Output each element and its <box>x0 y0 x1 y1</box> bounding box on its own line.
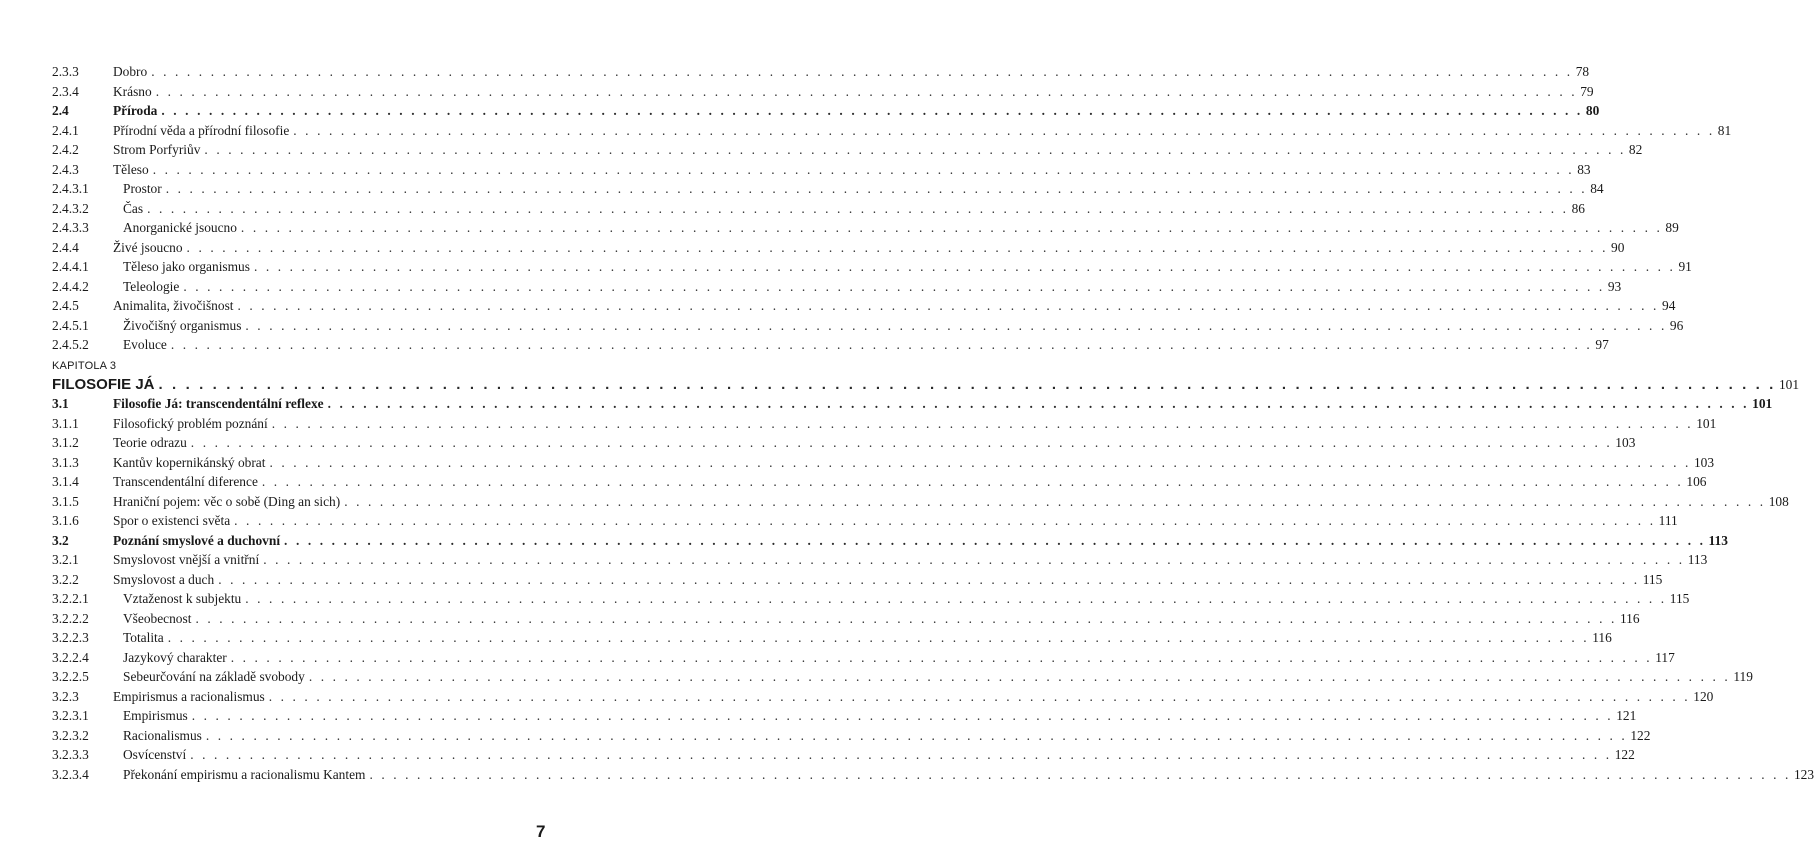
entry-page-number: 82 <box>1628 142 1643 157</box>
entry-number: 3.1.1 <box>52 415 79 431</box>
entry-number: 2.4.3.3 <box>52 220 89 235</box>
entry-number: 2.4.5 <box>52 298 79 313</box>
entry-page-number: 113 <box>1687 552 1708 567</box>
entry-title: Čas <box>123 200 144 216</box>
entry-number: 2.4.5.1 <box>52 317 89 333</box>
entry-page-number: 115 <box>1669 591 1690 606</box>
dot-leader: . . . . . . . . . . . . . . . . . . . . . . . . . . . . . . . . . . . . . . . . . . . . . . . . . . . . . . . . . . . . . . . . . . . . . . . . . . . . . . . . . . . . . . . . . . . . . . . . . . . . . . . . . . . . . . . . . . . . . . . . <box>284 532 1706 548</box>
entry-number: 3.2 <box>52 532 69 548</box>
toc-entry <box>52 687 1714 707</box>
toc-entry <box>52 628 1612 648</box>
toc-entry <box>52 296 1676 316</box>
entry-number: 2.3.4 <box>52 83 79 99</box>
dot-leader: . . . . . . . . . . . . . . . . . . . . . . . . . . . . . . . . . . . . . . . . . . . . . . . . . . . . . . . . . . . . . . . . . . . . . . . . . . . . . . . . . . . . . . . . . . . . . . . . . . . . . . . . . . . . . . . . . . . . . . . . <box>263 552 1685 567</box>
dot-leader: . . . . . . . . . . . . . . . . . . . . . . . . . . . . . . . . . . . . . . . . . . . . . . . . . . . . . . . . . . . . . . . . . . . . . . . . . . . . . . . . . . . . . . . . . . . . . . . . . . . . . . . . . . . . . . . . . . . . . . . . <box>271 415 1694 431</box>
dot-leader: . . . . . . . . . . . . . . . . . . . . . . . . . . . . . . . . . . . . . . . . . . . . . . . . . . . . . . . . . . . . . . . . . . . . . . . . . . . . . . . . . . . . . . . . . . . . . . . . . . . . . . . . . . . . . . . . . . . . . . . . <box>245 591 1667 606</box>
entry-title: Transcendentální diference <box>113 474 258 489</box>
entry-page-number: 80 <box>1585 103 1600 118</box>
entry-page-number: 89 <box>1665 220 1679 235</box>
entry-title: FILOSOFIE JÁ <box>52 376 155 393</box>
entry-number: 2.4.2 <box>52 142 79 157</box>
dot-leader: . . . . . . . . . . . . . . . . . . . . . . . . . . . . . . . . . . . . . . . . . . . . . . . . . . . . . . . . . . . . . . . . . . . . . . . . . . . . . . . . . . . . . . . . . . . . . . . . . . . . . . . . . . . . . . . . . . . . . . . . <box>195 610 1617 626</box>
dot-leader: . . . . . . . . . . . . . . . . . . . . . . . . . . . . . . . . . . . . . . . . . . . . . . . . . . . . . . . . . . . . . . . . . . . . . . . . . . . . . . . . . . . . . . . . . . . . . . . . . . . . . . . . . . . . . . . . . . . . . . . . <box>261 474 1684 489</box>
entry-number: 3.1.6 <box>52 513 79 528</box>
entry-page-number: 103 <box>1615 435 1636 450</box>
entry-page-number: 91 <box>1678 259 1692 274</box>
entry-number: 3.1.3 <box>52 454 79 470</box>
entry-page-number: 111 <box>1658 513 1678 528</box>
toc-entry <box>52 745 1635 765</box>
entry-page-number: 78 <box>1575 64 1590 79</box>
entry-page-number: 106 <box>1686 474 1707 489</box>
dot-leader: . . . . . . . . . . . . . . . . . . . . . . . . . . . . . . . . . . . . . . . . . . . . . . . . . . . . . . . . . . . . . . . . . . . . . . . . . . . . . . . . . . . . . . . . . . . . . . . . . . . . . . . . . . . . . . . . . . . . . . . . <box>165 181 1588 196</box>
dot-leader: . . . . . . . . . . . . . . . . . . . . . . . . . . . . . . . . . . . . . . . . . . . . . . . . . . . . . . . . . . . . . . . . . . . . . . . . . . . . . . . . . . . . . . . . . . . . . . . . . . . . . . . . . . . . . . . . . . . . . . . . <box>308 669 1731 684</box>
dot-leader: . . . . . . . . . . . . . . . . . . . . . . . . . . . . . . . . . . . . . . . . . . . . . . . . . . . . . . . . . . . . . . . . . . . . . . . . . . . . . . . . . . . . . . . . . . . . . . . . . . . . . . . . . . . . . . . . . . . . . . . . <box>152 161 1575 177</box>
toc-entry <box>52 531 1728 551</box>
dot-leader: . . . . . . . . . . . . . . . . . . . . . . . . . . . . . . . . . . . . . . . . . . . . . . . . . . . . . . . . . . . . . . . . . . . . . . . . . . . . . . . . . . . . . . . . . . . . . . . . . . . . . . . . . . . . . . . . . . . . . . . . <box>240 220 1663 235</box>
entry-number: 3.2.1 <box>52 552 79 567</box>
entry-number: 3.2.3.4 <box>52 766 89 782</box>
entry-title: Smyslovost a duch <box>113 571 215 587</box>
entry-page-number: 123 <box>1793 766 1814 782</box>
entry-page-number: 120 <box>1693 688 1714 704</box>
toc-entry <box>52 492 1789 512</box>
dot-leader: . . . . . . . . . . . . . . . . . . . . . . . . . . . . . . . . . . . . . . . . . . . . . . . . . . . . . . . . . . . . . . . . . . . . . . . . . . . . . . . . . . . . . . . . . . . . . . . . . . . . . . . . . . . . . . . . . . . . . . . . <box>269 454 1691 470</box>
entry-title: Kantův kopernikánský obrat <box>113 454 266 470</box>
entry-title: Hraniční pojem: věc o sobě (Ding an sich) <box>113 493 341 509</box>
entry-number: 2.4.3 <box>52 161 79 177</box>
entry-title: Překonání empirismu a racionalismu Kantem <box>123 766 366 782</box>
entry-page-number: 94 <box>1662 298 1676 313</box>
toc-entry <box>52 375 1800 395</box>
toc-entry <box>52 706 1637 726</box>
dot-leader: . . . . . . . . . . . . . . . . . . . . . . . . . . . . . . . . . . . . . . . . . . . . . . . . . . . . . . . . . . . . . . . . . . . . . . . . . . . . . . . . . . . . . . . . . . . . . . . . . . . . . . . . . . . . . . . . . . . . . . . . <box>204 142 1626 157</box>
dot-leader: . . . . . . . . . . . . . . . . . . . . . . . . . . . . . . . . . . . . . . . . . . . . . . . . . . . . . . . . . . . . . . . . . . . . . . . . . . . . . . . . . . . . . . . . . . . . . . . . . . . . . . . . . . . . . . . . . . . . . . . . <box>167 630 1590 645</box>
toc-entry <box>52 140 1643 160</box>
dot-leader: . . . . . . . . . . . . . . . . . . . . . . . . . . . . . . . . . . . . . . . . . . . . . . . . . . . . . . . . . . . . . . . . . . . . . . . . . . . . . . . . . . . . . . . . . . . . . . . . . . . . . . . . . . . . . . . . . . . . . . . . <box>245 317 1667 333</box>
entry-title: Strom Porfyriův <box>113 142 201 157</box>
dot-leader: . . . . . . . . . . . . . . . . . . . . . . . . . . . . . . . . . . . . . . . . . . . . . . . . . . . . . . . . . . . . . . . . . . . . . . . . . . . . . . . . . . . . . . . . . . . . . . . . . . . . . . . . . . . . . . . . . . . . . . . . <box>218 571 1640 587</box>
toc-entry <box>52 394 1773 414</box>
entry-title: Filosofie Já: transcendentální reflexe <box>113 396 324 411</box>
entry-page-number: 101 <box>1696 415 1717 431</box>
dot-leader: . . . . . . . . . . . . . . . . . . . . . . . . . . . . . . . . . . . . . . . . . . . . . . . . . . . . . . . . . . . . . . . . . . . . . . . . . . . . . . . . . . . . . . . . . . . . . . . . . . . . . . . . . . . . . . . . . . . . . . . . <box>183 278 1605 294</box>
dot-leader: . . . . . . . . . . . . . . . . . . . . . . . . . . . . . . . . . . . . . . . . . . . . . . . . . . . . . . . . . . . . . . . . . . . . . . . . . . . . . . . . . . . . . . . . . . . . . . . . . . . . . . . . . . . . . . . . . . . . . . . . <box>253 259 1676 274</box>
dot-leader: . . . . . . . . . . . . . . . . . . . . . . . . . . . . . . . . . . . . . . . . . . . . . . . . . . . . . . . . . . . . . . . . . . . . . . . . . . . . . . . . . . . . . . . . . . . . . . . . . . . . . . . . . . . . . . . . . . . . . . . . <box>237 298 1659 313</box>
entry-number: 2.4.4 <box>52 239 79 255</box>
toc-entry <box>52 160 1591 180</box>
toc-entry <box>52 121 1732 141</box>
entry-page-number: 81 <box>1717 122 1732 138</box>
toc-entry <box>52 82 1594 102</box>
entry-number: 3.1.2 <box>52 435 79 450</box>
entry-page-number: 119 <box>1733 669 1753 684</box>
toc-entry <box>52 609 1640 629</box>
entry-page-number: 122 <box>1630 727 1651 743</box>
dot-leader: . . . . . . . . . . . . . . . . . . . . . . . . . . . . . . . . . . . . . . . . . . . . . . . . . . . . . . . . . . . . . . . . . . . . . . . . . . . . . . . . . . . . . . . . . . . . . . . . . . . . . . . . . . . . . . . . . . . . . . . . <box>161 103 1583 118</box>
entry-number: 3.2.2.5 <box>52 669 89 684</box>
entry-title: Všeobecnost <box>123 610 192 626</box>
entry-number: 2.4.4.2 <box>52 278 89 294</box>
dot-leader: . . . . . . . . . . . . . . . . . . . . . . . . . . . . . . . . . . . . . . . . . . . . . . . . . . . . . . . . . . . . . . . . . . . . . . . . . . . . . . . . . . . . . . . . . . . . . . . . . . . . . . . . . . . . . . . . . . . . . . . . <box>186 239 1609 255</box>
dot-leader: . . . . . . . . . . . . . . . . . . . . . . . . . . . . . . . . . . . . . . . . . . . . . . . . . . . . . . . . . . . . . . . . . . . . . . . . . . . . . . . . . . . . . . . . . . . . . . . . . . . . . . . . . . . . . . . . . . . . . . . . <box>147 200 1569 216</box>
entry-title: Živé jsoucno <box>113 239 183 255</box>
entry-number: 3.2.3.3 <box>52 747 89 762</box>
entry-title: Empirismus a racionalismus <box>113 688 265 704</box>
entry-title: Spor o existenci světa <box>113 513 231 528</box>
entry-number: 3.2.3.2 <box>52 727 89 743</box>
entry-number: 3.2.2.4 <box>52 649 89 665</box>
entry-number: 2.4.5.2 <box>52 337 89 352</box>
dot-leader: . . . . . . . . . . . . . . . . . . . . . . . . . . . . . . . . . . . . . . . . . . . . . . . . . . . . . . . . . . . . . . . . . . . . . . . . . . . . . . . . . . . . . . . . . . . . . . . . . . . . . . . . . . . . . . . . . . . . . . . . <box>170 337 1593 352</box>
page-number: 7 <box>536 822 546 841</box>
entry-title: Živočišný organismus <box>123 317 242 333</box>
entry-page-number: 86 <box>1571 200 1585 216</box>
toc-entry <box>52 765 1814 785</box>
dot-leader: . . . . . . . . . . . . . . . . . . . . . . . . . . . . . . . . . . . . . . . . . . . . . . . . . . . . . . . . . . . . . . . . . . . . . . . . . . . . . . . . . . . . . . . . . . . . . . . . . . . . . . . . . . . . . . . . . . . . . . . . <box>234 513 1656 528</box>
entry-page-number: 115 <box>1642 571 1663 587</box>
entry-title: Sebeurčování na základě svobody <box>123 669 305 684</box>
entry-page-number: 83 <box>1577 161 1591 177</box>
entry-title: Anorganické jsoucno <box>123 220 237 235</box>
entry-page-number: 101 <box>1778 377 1800 392</box>
entry-number: 3.1 <box>52 396 69 411</box>
entry-title: Dobro <box>113 64 148 79</box>
entry-number: 2.4 <box>52 103 69 118</box>
entry-page-number: 103 <box>1693 454 1715 470</box>
dot-leader: . . . . . . . . . . . . . . . . . . . . . . . . . . . . . . . . . . . . . . . . . . . . . . . . . . . . . . . . . . . . . . . . . . . . . . . . . . . . . . . . . . . . . . . . . . . . . . . . . . . . . . . . . . . . . . . . . . . . . . . . <box>369 766 1791 782</box>
entry-number: 2.3.3 <box>52 64 79 79</box>
entry-title: Teorie odrazu <box>113 435 187 450</box>
toc-entry <box>52 218 1679 238</box>
entry-page-number: 122 <box>1614 747 1635 762</box>
entry-title: Přírodní věda a přírodní filosofie <box>113 122 290 138</box>
toc-entry <box>52 726 1651 746</box>
entry-page-number: 96 <box>1669 317 1684 333</box>
toc-entry <box>52 101 1600 121</box>
entry-number: 3.1.5 <box>52 493 79 509</box>
entry-title: Animalita, živočišnost <box>113 298 234 313</box>
dot-leader: . . . . . . . . . . . . . . . . . . . . . . . . . . . . . . . . . . . . . . . . . . . . . . . . . . . . . . . . . . . . . . . . . . . . . . . . . . . . . . . . . . . . . . . . . . . . . . . . . . . . . . . . . . . . . . . . . . . . . . . . <box>268 688 1691 704</box>
entry-number: 3.2.3.1 <box>52 708 89 723</box>
entry-page-number: 116 <box>1592 630 1612 645</box>
entry-title: Příroda <box>113 103 158 118</box>
entry-page-number: 93 <box>1607 278 1622 294</box>
chapter-label: KAPITOLA 3 <box>52 360 117 372</box>
toc-entry <box>52 433 1636 453</box>
entry-number: 3.2.2.1 <box>52 591 89 606</box>
dot-leader: . . . . . . . . . . . . . . . . . . . . . . . . . . . . . . . . . . . . . . . . . . . . . . . . . . . . . . . . . . . . . . . . . . . . . . . . . . . . . . . . . . . . . . . . . . . . . . . . . . . . . . . . . . . . . . . . . . . . . . . . <box>205 727 1628 743</box>
entry-page-number: 108 <box>1768 493 1789 509</box>
entry-page-number: 84 <box>1590 181 1604 196</box>
entry-page-number: 116 <box>1619 610 1640 626</box>
entry-title: Krásno <box>113 83 152 99</box>
toc-entry <box>52 316 1684 336</box>
toc-entry <box>52 472 1707 492</box>
dot-leader: . . . . . . . . . . . . . . . . . . . . . . . . . . . . . . . . . . . . . . . . . . . . . . . . . . . . . . . . . . . . . . . . . . . . . . . . . . . . . . . . . . . . . . . . . . . . . . . . . . . . . . . . . . . . . . . . . . . . . . . . <box>327 396 1750 411</box>
toc-entry <box>52 570 1663 590</box>
entry-page-number: 79 <box>1580 83 1594 99</box>
toc-entry <box>52 335 1609 355</box>
entry-number: 3.2.2.3 <box>52 630 89 645</box>
entry-page-number: 117 <box>1655 649 1675 665</box>
toc-entry <box>52 667 1753 687</box>
toc-entry <box>52 238 1625 258</box>
toc-entry <box>52 414 1717 434</box>
toc-entry <box>52 550 1708 570</box>
toc-entry <box>52 453 1715 473</box>
entry-page-number: 90 <box>1611 239 1625 255</box>
toc-entry <box>52 648 1675 668</box>
dot-leader: . . . . . . . . . . . . . . . . . . . . . . . . . . . . . . . . . . . . . . . . . . . . . . . . . . . . . . . . . . . . . . . . . . . . . . . . . . . . . . . . . . . . . . . . . . . . . . . . . . . . . . . . . . . . . . . . . . . . . . . . <box>191 708 1614 723</box>
entry-title: Empirismus <box>123 708 188 723</box>
entry-number: 2.4.3.2 <box>52 200 89 216</box>
entry-title: Těleso <box>113 161 149 177</box>
toc-entry <box>52 62 1590 82</box>
entry-page-number: 113 <box>1708 532 1728 548</box>
entry-page-number: 121 <box>1616 708 1637 723</box>
entry-title: Prostor <box>123 181 162 196</box>
entry-title: Teleologie <box>123 278 180 294</box>
entry-title: Jazykový charakter <box>123 649 227 665</box>
entry-number: 3.2.2.2 <box>52 610 89 626</box>
entry-title: Evoluce <box>123 337 167 352</box>
toc-entry <box>52 179 1604 199</box>
toc-entry <box>52 511 1678 531</box>
entry-title: Poznání smyslové a duchovní <box>113 532 281 548</box>
dot-leader: . . . . . . . . . . . . . . . . . . . . . . . . . . . . . . . . . . . . . . . . . . . . . . . . . . . . . . . . . . . . . . . . . . . . . . . . . . . . . . . . . . . . . . . . . . . . . . . . . . . . . . . . . . . . . . . . . . . . . . . . <box>158 376 1776 393</box>
dot-leader: . . . . . . . . . . . . . . . . . . . . . . . . . . . . . . . . . . . . . . . . . . . . . . . . . . . . . . . . . . . . . . . . . . . . . . . . . . . . . . . . . . . . . . . . . . . . . . . . . . . . . . . . . . . . . . . . . . . . . . . . <box>293 122 1715 138</box>
toc-entry <box>52 589 1690 609</box>
toc-entry <box>52 257 1692 277</box>
dot-leader: . . . . . . . . . . . . . . . . . . . . . . . . . . . . . . . . . . . . . . . . . . . . . . . . . . . . . . . . . . . . . . . . . . . . . . . . . . . . . . . . . . . . . . . . . . . . . . . . . . . . . . . . . . . . . . . . . . . . . . . . <box>190 747 1612 762</box>
dot-leader: . . . . . . . . . . . . . . . . . . . . . . . . . . . . . . . . . . . . . . . . . . . . . . . . . . . . . . . . . . . . . . . . . . . . . . . . . . . . . . . . . . . . . . . . . . . . . . . . . . . . . . . . . . . . . . . . . . . . . . . . <box>151 64 1573 79</box>
entry-number: 2.4.1 <box>52 122 79 138</box>
toc-entry <box>52 199 1585 219</box>
toc-entry <box>52 277 1622 297</box>
entry-title: Smyslovost vnější a vnitřní <box>113 552 260 567</box>
entry-number: 3.1.4 <box>52 474 79 489</box>
dot-leader: . . . . . . . . . . . . . . . . . . . . . . . . . . . . . . . . . . . . . . . . . . . . . . . . . . . . . . . . . . . . . . . . . . . . . . . . . . . . . . . . . . . . . . . . . . . . . . . . . . . . . . . . . . . . . . . . . . . . . . . . <box>344 493 1766 509</box>
entry-page-number: 97 <box>1595 337 1609 352</box>
dot-leader: . . . . . . . . . . . . . . . . . . . . . . . . . . . . . . . . . . . . . . . . . . . . . . . . . . . . . . . . . . . . . . . . . . . . . . . . . . . . . . . . . . . . . . . . . . . . . . . . . . . . . . . . . . . . . . . . . . . . . . . . <box>230 649 1653 665</box>
entry-title: Vztaženost k subjektu <box>123 591 242 606</box>
entry-title: Osvícenství <box>123 747 187 762</box>
entry-title: Totalita <box>123 630 164 645</box>
entry-number: 3.2.2 <box>52 571 79 587</box>
entry-number: 2.4.3.1 <box>52 181 89 196</box>
entry-title: Těleso jako organismus <box>123 259 250 274</box>
entry-title: Filosofický problém poznání <box>113 415 268 431</box>
dot-leader: . . . . . . . . . . . . . . . . . . . . . . . . . . . . . . . . . . . . . . . . . . . . . . . . . . . . . . . . . . . . . . . . . . . . . . . . . . . . . . . . . . . . . . . . . . . . . . . . . . . . . . . . . . . . . . . . . . . . . . . . <box>190 435 1613 450</box>
entry-title: Racionalismus <box>123 727 202 743</box>
entry-page-number: 101 <box>1752 396 1773 411</box>
dot-leader: . . . . . . . . . . . . . . . . . . . . . . . . . . . . . . . . . . . . . . . . . . . . . . . . . . . . . . . . . . . . . . . . . . . . . . . . . . . . . . . . . . . . . . . . . . . . . . . . . . . . . . . . . . . . . . . . . . . . . . . . <box>155 83 1578 99</box>
entry-number: 2.4.4.1 <box>52 259 89 274</box>
entry-number: 3.2.3 <box>52 688 79 704</box>
